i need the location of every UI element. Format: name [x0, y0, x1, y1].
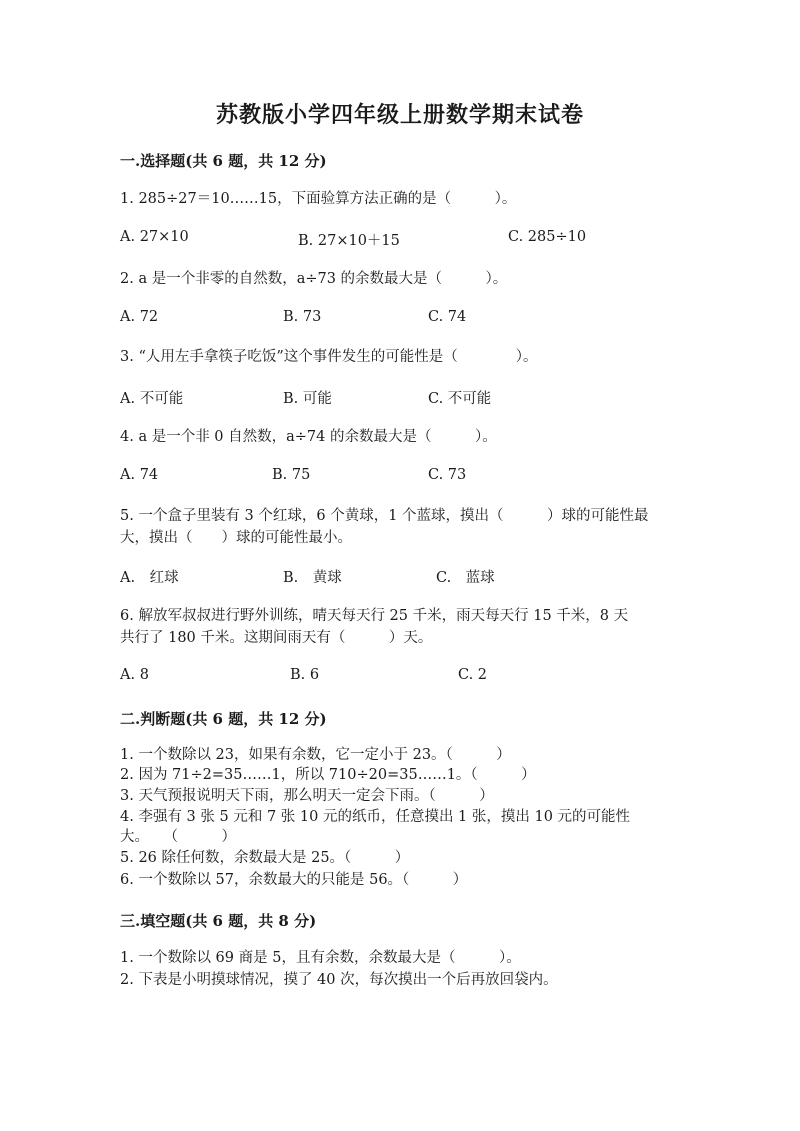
question-stem-continued: 共行了 180 千米。这期间雨天有（ ）天。 [120, 630, 433, 646]
option: A. 72 [120, 309, 159, 325]
judgment-item-continued: 大。 （ ） [120, 829, 236, 845]
judgment-item: 6. 一个数除以 57，余数最大的只能是 56。（ ） [120, 872, 468, 888]
option: C. 蓝球 [436, 570, 495, 586]
page-title: 苏教版小学四年级上册数学期末试卷 [215, 102, 584, 128]
section-heading: 三.填空题(共 6 题，共 8 分) [120, 912, 317, 930]
fill-item: 2. 下表是小明摸球情况，摸了 40 次，每次摸出一个后再放回袋内。 [120, 972, 558, 988]
question-stem: 5. 一个盒子里装有 3 个红球，6 个黄球，1 个蓝球，摸出（ ）球的可能性最 [120, 508, 649, 524]
section-heading: 一.选择题(共 6 题，共 12 分) [120, 152, 327, 170]
option: C. 不可能 [428, 391, 492, 407]
judgment-item: 3. 天气预报说明天下雨，那么明天一定会下雨。（ ） [120, 788, 494, 804]
question-stem: 1. 285÷27＝10……15，下面验算方法正确的是（ ）。 [120, 191, 517, 207]
option: C. 74 [428, 309, 467, 325]
question-stem: 6. 解放军叔叔进行野外训练，晴天每天行 25 千米，雨天每天行 15 千米，8 天 [120, 608, 629, 624]
option: B. 6 [290, 667, 320, 683]
judgment-item: 4. 李强有 3 张 5 元和 7 张 10 元的纸币，任意摸出 1 张，摸出 10 元的可能性 [120, 809, 631, 825]
option: A. 红球 [120, 570, 179, 586]
fill-item: 1. 一个数除以 69 商是 5，且有余数，余数最大是（ ）。 [120, 950, 521, 966]
option: A. 27×10 [120, 229, 189, 245]
option: B. 黄球 [283, 570, 342, 586]
question-stem: 2. a 是一个非零的自然数，a÷73 的余数最大是（ ）。 [120, 271, 508, 287]
option: B. 75 [272, 467, 311, 483]
judgment-item: 5. 26 除任何数，余数最大是 25。（ ） [120, 850, 410, 866]
option: C. 73 [428, 467, 467, 483]
section-heading: 二.判断题(共 6 题，共 12 分) [120, 710, 327, 728]
option: B. 27×10＋15 [298, 233, 400, 249]
option: A. 74 [120, 467, 159, 483]
option: A. 不可能 [120, 391, 184, 407]
option: A. 8 [120, 667, 149, 683]
judgment-item: 1. 一个数除以 23，如果有余数，它一定小于 23。（ ） [120, 747, 511, 763]
option: B. 可能 [283, 391, 332, 407]
option: C. 285÷10 [508, 229, 587, 245]
question-stem: 3. “人用左手拿筷子吃饭”这个事件发生的可能性是（ ）。 [120, 349, 538, 365]
question-stem: 4. a 是一个非 0 自然数，a÷74 的余数最大是（ ）。 [120, 429, 497, 445]
judgment-item: 2. 因为 71÷2=35……1，所以 710÷20=35……1。（ ） [120, 767, 536, 783]
question-stem-continued: 大，摸出（ ）球的可能性最小。 [120, 530, 352, 546]
option: B. 73 [283, 309, 322, 325]
option: C. 2 [458, 667, 488, 683]
